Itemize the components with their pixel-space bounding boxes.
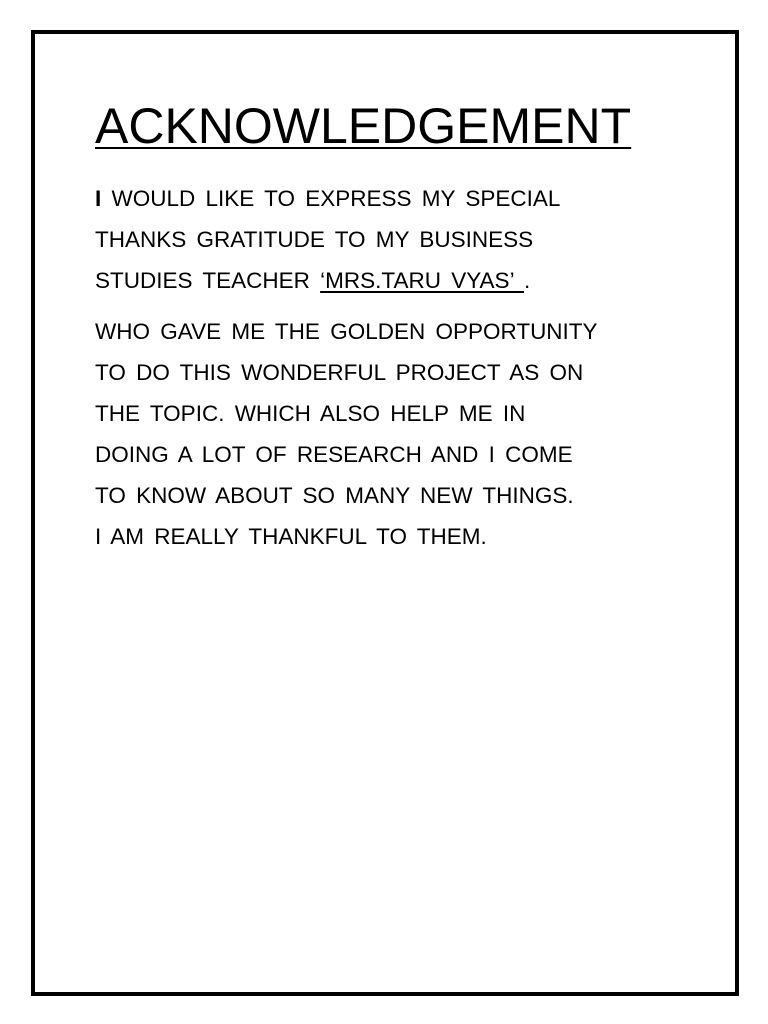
lead-letter: I	[95, 186, 102, 211]
paragraph-line: TO KNOW ABOUT SO MANY NEW THINGS.	[95, 483, 574, 508]
paragraph-line: DOING A LOT OF RESEARCH AND I COME	[95, 442, 573, 467]
teacher-name: ‘MRS.TARU VYAS’	[320, 268, 524, 293]
line-text: .	[523, 268, 531, 293]
paragraph-line: THE TOPIC. WHICH ALSO HELP ME IN	[95, 401, 526, 426]
paragraph-line	[95, 260, 695, 301]
paragraph-thanks	[95, 178, 695, 301]
line-text: STUDIES TEACHER	[95, 268, 321, 293]
paragraph-line: WHO GAVE ME THE GOLDEN OPPORTUNITY	[95, 319, 598, 344]
paragraph-line	[95, 178, 695, 219]
paragraph-line: THANKS GRATITUDE TO MY BUSINESS	[95, 227, 534, 252]
page-title: ACKNOWLEDGEMENT	[95, 98, 632, 154]
page-border	[31, 30, 739, 996]
paragraph-line: TO DO THIS WONDERFUL PROJECT AS ON	[95, 360, 584, 385]
paragraph-line: I AM REALLY THANKFUL TO THEM.	[95, 524, 487, 549]
document-body	[95, 94, 695, 557]
line-text: WOULD LIKE TO EXPRESS MY SPECIAL	[101, 186, 561, 211]
paragraph-opportunity	[95, 311, 695, 557]
